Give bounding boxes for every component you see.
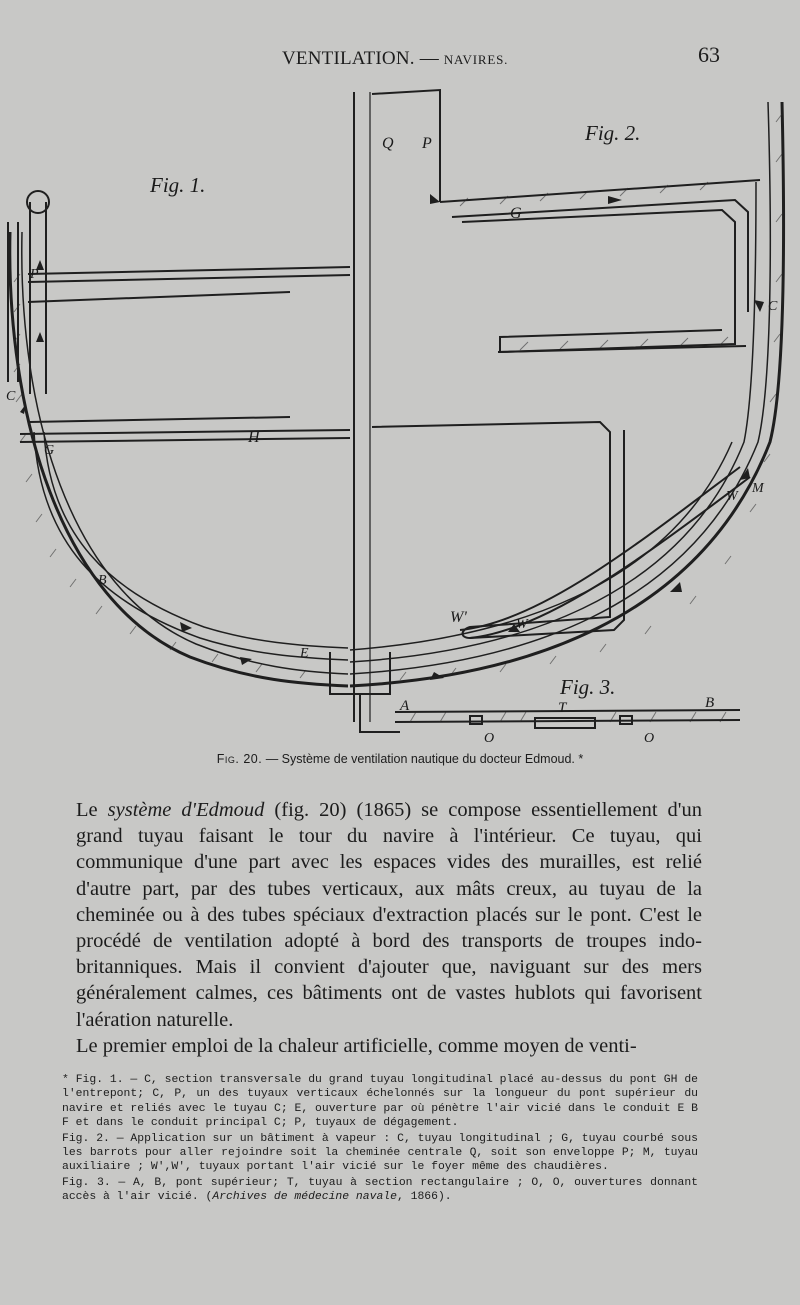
label-w-prime: W': [450, 609, 467, 626]
label-c-right: C: [768, 299, 778, 314]
label-o1: O: [484, 731, 495, 746]
footnote-fig3-italic: Archives de médecine navale: [212, 1191, 397, 1204]
paragraph-1-rest: (fig. 20) (1865) se compose essentiellement d'un grand tuyau faisant le tour du navire à l'intérieur. Ce tuyau, qui communique d'une part avec les espaces vides des murailles, est relié d'autre part, par des tubes verticaux, aux mâts creux, au tuyau de la cheminée ou à des tubes spéciaux d'extraction placés sur le pont. C'est le procédé de ventilation adopté à bord des transports de troupes indo-britanniques. Mais il convient d'ajouter que, naviguant sur des mers généralement calmes, ces bâtiments ont de vastes hublots qui favorisent l'aération naturelle.: [76, 799, 703, 1031]
fig2-label: Fig. 2.: [585, 121, 641, 145]
label-b3: B: [705, 695, 715, 711]
ship-section-drawing: [0, 82, 800, 747]
footnotes: [62, 1073, 698, 1206]
caption-text: — Système de ventilation nautique du docteur Edmoud. *: [265, 752, 584, 766]
ship-ventilation-figure: [0, 82, 800, 747]
label-m: M: [752, 481, 764, 496]
label-p-mid: P: [422, 135, 432, 152]
footnote-fig3-end: , 1866).: [396, 1191, 452, 1204]
paragraph-1: [76, 797, 702, 1033]
label-e: E: [300, 646, 309, 661]
page-number: 63: [698, 42, 720, 67]
label-q: Q: [382, 135, 394, 152]
label-t: T: [558, 700, 567, 716]
footnote-fig2: Fig. 2. — Application sur un bâtiment à vapeur : C, tuyau longitudinal ; G, tuyau courbé sous les barrots pour aller rejoindre soit la cheminée centrale Q, soit son enveloppe P; M, tuyau auxiliaire ; W',W', tuyaux portant l'air vicié sur le foyer même des chaudières.: [62, 1132, 698, 1174]
label-a: A: [400, 698, 410, 714]
label-w: W: [726, 489, 738, 504]
running-head: [282, 48, 508, 70]
running-subtitle: NAVIRES.: [443, 52, 509, 67]
footnote-fig3: [62, 1176, 698, 1205]
body-text: [76, 797, 702, 1059]
label-w-low: W: [516, 617, 528, 632]
paragraph-2: Le premier emploi de la chaleur artificielle, comme moyen de venti-: [76, 1034, 637, 1057]
figure-caption: [0, 752, 800, 766]
footnote-fig3-start: Fig. 3. — A, B, pont supérieur; T, tuyau à section rectangulaire ; O, O, ouvertures donnant accès à l'air vicié. (: [62, 1176, 698, 1204]
label-p-left: P: [30, 267, 39, 282]
label-g-mid: G: [510, 205, 522, 222]
footnote-fig1: * Fig. 1. — C, section transversale du grand tuyau longitudinal placé au-dessus du pont GH de l'entrepont; C, P, un des tuyaux verticaux échelonnés sur la longueur du pont supérieur du navire et reliés avec le tuyau C; E, ouverture par où pénètre l'air vicié dans le conduit E B F et dans le conduit principal C; P, tuyaux de dégagement.: [62, 1074, 698, 1130]
fig1-label: Fig. 1.: [150, 173, 206, 197]
paragraph-1-start: Le: [76, 799, 108, 821]
label-b: B: [98, 573, 107, 588]
running-title: VENTILATION.: [282, 48, 415, 69]
page-header: [0, 42, 800, 72]
label-g-left: G: [44, 443, 55, 458]
paragraph-1-italic: système d'Edmoud: [107, 799, 265, 821]
label-o2: O: [644, 731, 655, 746]
label-c-left: C: [6, 389, 16, 404]
running-dash: —: [419, 48, 439, 69]
fig3-label: Fig. 3.: [560, 675, 616, 699]
caption-label: Fig. 20.: [216, 752, 263, 766]
label-h: H: [248, 429, 260, 446]
